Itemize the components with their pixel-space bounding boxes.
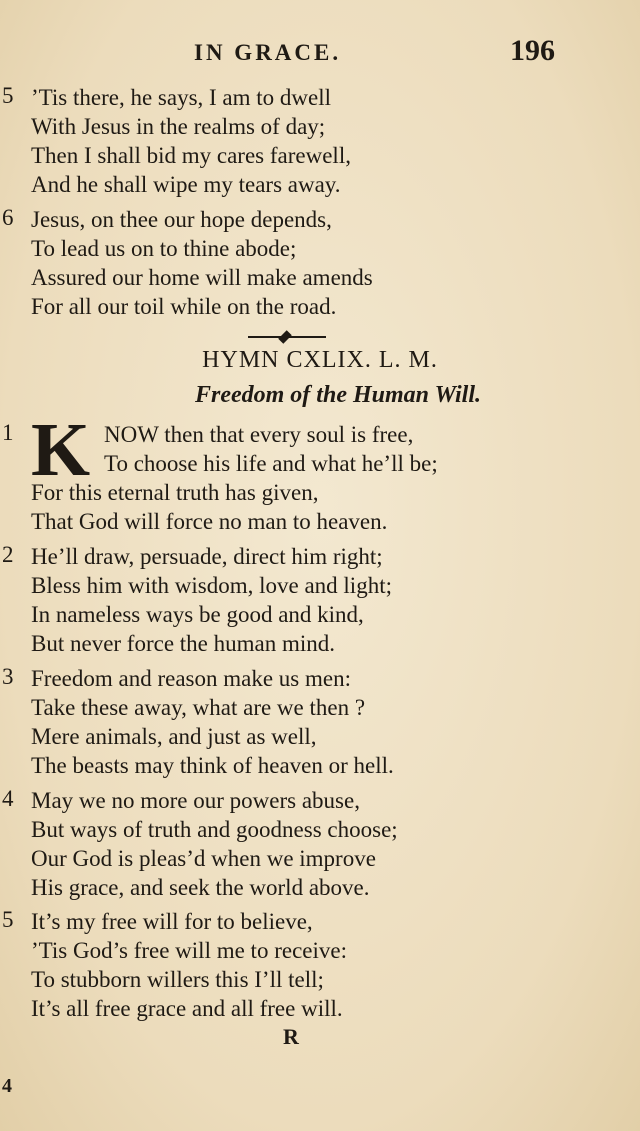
verse-line: But ways of truth and goodness choose; (31, 817, 398, 842)
verse-line: That God will force no man to heaven. (31, 509, 388, 534)
verse-line: Take these away, what are we then ? (31, 695, 366, 720)
verse-line: Assured our home will make amends (31, 265, 373, 290)
verse-line: Our God is pleas’d when we improve (31, 846, 376, 871)
verse-line: In nameless ways be good and kind, (31, 602, 364, 627)
rule-ornament-icon (278, 330, 292, 344)
verse-line: The beasts may think of heaven or hell. (31, 753, 394, 778)
verse-line: Then I shall bid my cares farewell, (31, 143, 351, 168)
stanza-number: 5 (2, 907, 14, 932)
verse-line: To lead us on to thine abode; (31, 236, 297, 261)
verse-line: ’Tis there, he says, I am to dwell (31, 85, 332, 110)
stanza-number: 5 (2, 83, 14, 108)
verse-line: Mere animals, and just as well, (31, 724, 317, 749)
verse-line: Freedom and reason make us men: (31, 666, 351, 691)
verse-line: To choose his life and what he’ll be; (104, 451, 438, 476)
stanza-number: 1 (2, 420, 14, 445)
verse-line: Jesus, on thee our hope depends, (31, 207, 332, 232)
verse-line: To stubborn willers this I’ll tell; (31, 967, 324, 992)
verse-line: His grace, and seek the world above. (31, 875, 370, 900)
stanza-number: 3 (2, 664, 14, 689)
stanza-number: 2 (2, 542, 14, 567)
page-number: 196 (510, 34, 555, 67)
verse-line: It’s my free will for to believe, (31, 909, 313, 934)
drop-cap: K (31, 408, 91, 492)
verse-line: He’ll draw, persuade, direct him right; (31, 544, 383, 569)
signature-mark: R (283, 1024, 299, 1049)
verse-line: For all our toil while on the road. (31, 294, 337, 319)
page-header (0, 32, 640, 76)
verse-line: And he shall wipe my tears away. (31, 172, 341, 197)
verse-line: It’s all free grace and all free will. (31, 996, 343, 1021)
running-head: IN GRACE. (194, 40, 342, 65)
verse-line: For this eternal truth has given, (31, 480, 319, 505)
hymn-title: HYMN CXLIX. L. M. (202, 347, 438, 373)
stanza-number: 4 (2, 786, 14, 811)
verse-line: NOW then that every soul is free, (104, 422, 414, 447)
corner-mark: 4 (2, 1075, 12, 1097)
verse-line: But never force the human mind. (31, 631, 336, 656)
verse-line: With Jesus in the realms of day; (31, 114, 326, 139)
verse-line: Bless him with wisdom, love and light; (31, 573, 392, 598)
stanza-number: 6 (2, 205, 14, 230)
verse-line: ’Tis God’s free will me to receive: (31, 938, 347, 963)
hymn-subtitle: Freedom of the Human Will. (194, 382, 482, 408)
verse-line: May we no more our powers abuse, (31, 788, 360, 813)
